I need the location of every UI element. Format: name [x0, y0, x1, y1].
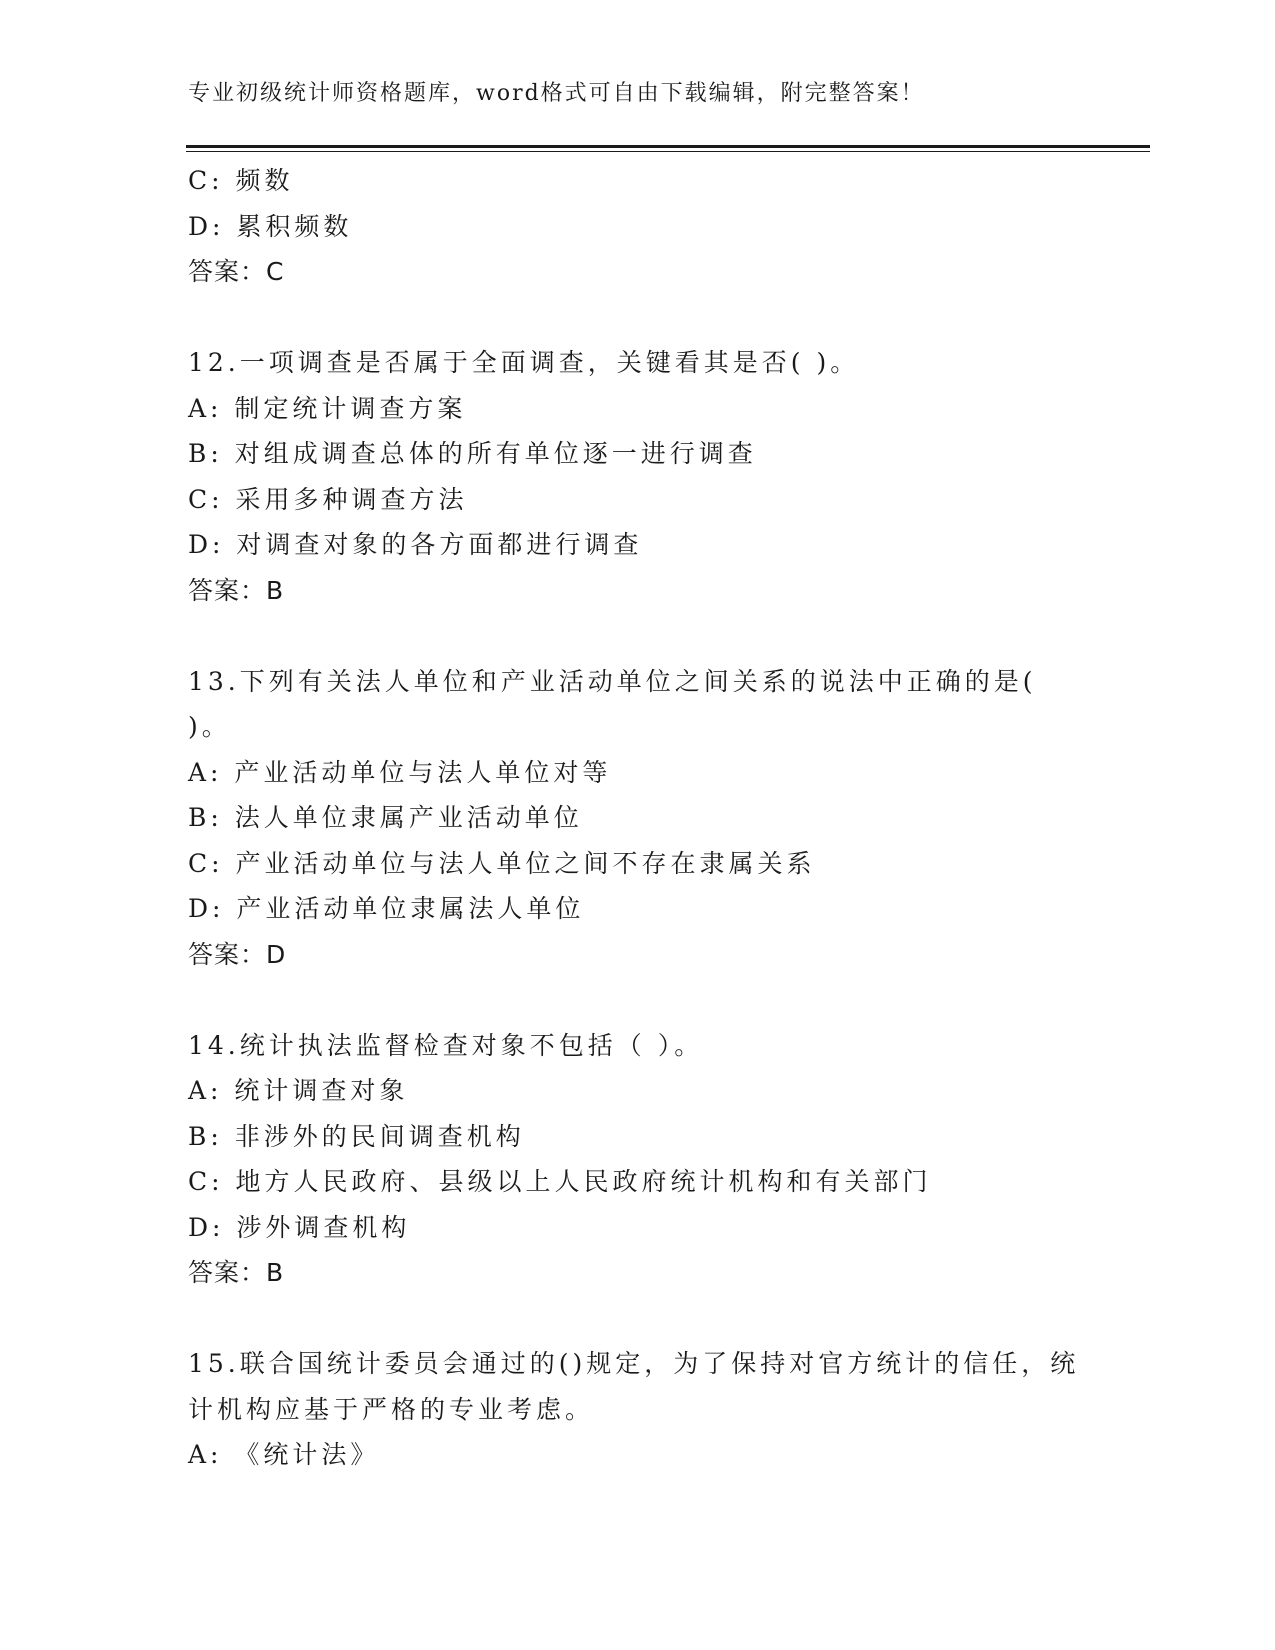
question-stem: 15.联合国统计委员会通过的()规定，为了保持对官方统计的信任，统	[188, 1349, 1080, 1378]
option-d: D: 涉外调查机构	[188, 1212, 411, 1242]
option-c: C: 采用多种调查方法	[188, 484, 468, 514]
option-b: B: 对组成调查总体的所有单位逐一进行调查	[188, 439, 757, 468]
option-a: A: 统计调查对象	[188, 1076, 409, 1105]
answer-line: 答案：B	[188, 1258, 285, 1287]
option-a: A: 制定统计调查方案	[188, 393, 467, 423]
header-rule-thick	[186, 145, 1150, 148]
option-c: C: 地方人民政府、县级以上人民政府统计机构和有关部门	[188, 1167, 932, 1196]
spacer	[188, 613, 1088, 659]
question-content	[188, 158, 1088, 1478]
question-stem: 13.下列有关法人单位和产业活动单位之间关系的说法中正确的是(	[188, 666, 1037, 696]
spacer	[188, 295, 1088, 341]
answer-line: 答案：D	[188, 939, 287, 969]
option-c: C: 产业活动单位与法人单位之间不存在隶属关系	[188, 848, 816, 878]
answer-line: 答案：B	[188, 575, 285, 605]
spacer	[188, 977, 1088, 1023]
page-header: 专业初级统计师资格题库，word格式可自由下载编辑，附完整答案！	[188, 81, 925, 106]
question-stem: 14.统计执法监督检查对象不包括（ ）。	[188, 1030, 704, 1060]
option-d: D: 累积频数	[188, 211, 353, 241]
option-d: D: 产业活动单位隶属法人单位	[188, 894, 585, 923]
question-stem: 12.一项调查是否属于全面调查，关键看其是否( )。	[188, 348, 860, 377]
option-c: C: 频数	[188, 166, 294, 195]
answer-line: 答案：C	[188, 257, 285, 286]
header-rule-thin	[186, 151, 1150, 152]
option-b: B: 法人单位隶属产业活动单位	[188, 803, 583, 832]
option-d: D: 对调查对象的各方面都进行调查	[188, 530, 643, 559]
spacer	[188, 1296, 1088, 1342]
question-stem-continuation: 计机构应基于严格的专业考虑。	[188, 1394, 595, 1424]
option-b: B: 非涉外的民间调查机构	[188, 1121, 525, 1151]
option-a: A: 《统计法》	[188, 1440, 380, 1469]
question-stem-continuation: )。	[188, 712, 231, 741]
option-a: A: 产业活动单位与法人单位对等	[188, 757, 612, 787]
